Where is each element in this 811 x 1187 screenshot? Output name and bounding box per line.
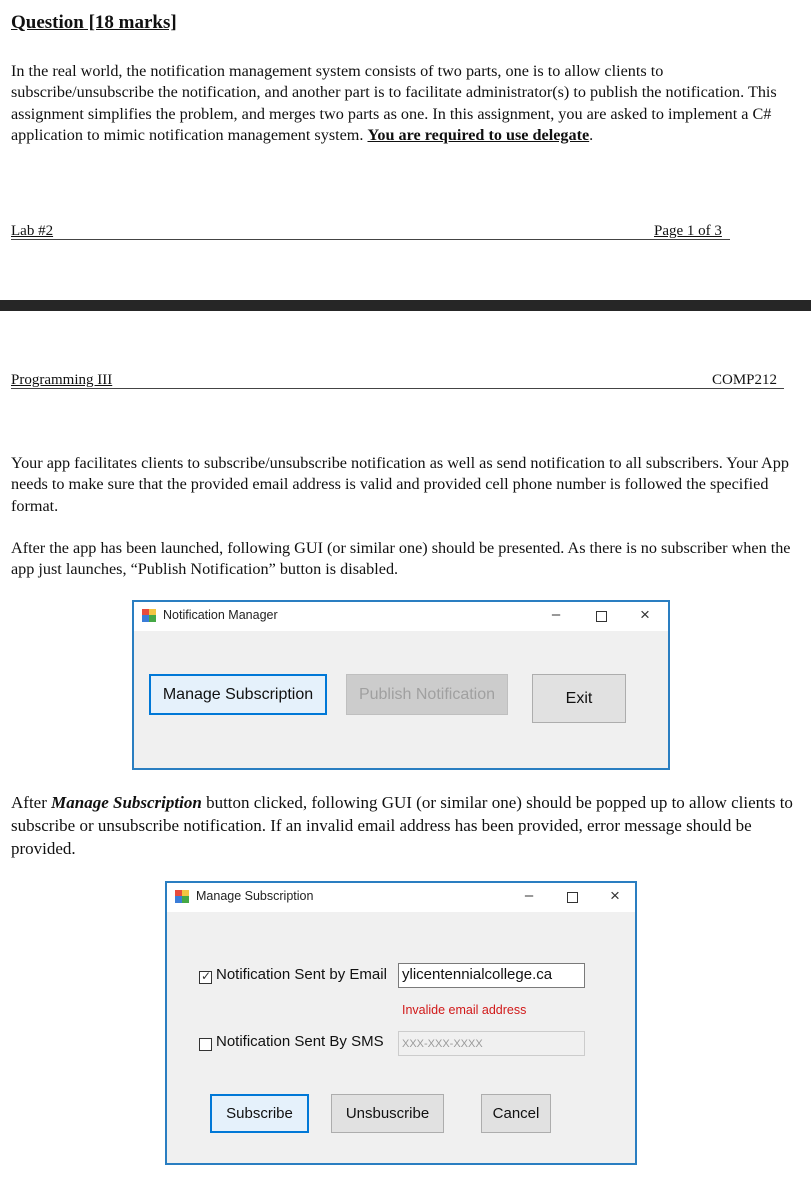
footer-lab-label: Lab #2 bbox=[11, 223, 54, 239]
para-after-prefix: After bbox=[11, 793, 52, 812]
manage-subscription-paragraph bbox=[11, 791, 801, 861]
intro-end: . bbox=[589, 125, 594, 144]
manage-subscription-window bbox=[165, 881, 637, 1165]
minimize-icon[interactable]: – bbox=[551, 606, 561, 623]
maximize-icon[interactable] bbox=[590, 605, 612, 625]
title-bar bbox=[167, 883, 635, 912]
header-course-name: Programming III bbox=[11, 372, 113, 388]
maximize-icon[interactable] bbox=[561, 886, 583, 906]
title-bar bbox=[134, 602, 668, 631]
subscribe-button[interactable]: Subscribe bbox=[210, 1094, 309, 1133]
app-window-icon bbox=[142, 609, 156, 622]
close-icon[interactable]: × bbox=[640, 605, 650, 624]
minimize-icon[interactable]: – bbox=[524, 887, 534, 904]
email-checkbox-label: Notification Sent by Email bbox=[216, 966, 387, 983]
unsubscribe-button[interactable]: Unsbuscribe bbox=[331, 1094, 444, 1133]
window-title: Notification Manager bbox=[163, 608, 278, 622]
header-course-code: COMP212 bbox=[712, 372, 778, 388]
manage-subscription-button[interactable]: Manage Subscription bbox=[149, 674, 327, 715]
sms-checkbox-label: Notification Sent By SMS bbox=[216, 1033, 384, 1050]
email-error-message: Invalide email address bbox=[402, 1003, 527, 1017]
exit-button[interactable]: Exit bbox=[532, 674, 626, 723]
email-input[interactable]: ylicentennialcollege.ca bbox=[398, 963, 585, 988]
launch-paragraph: After the app has been launched, following GUI (or similar one) should be presented. As there is no subscriber when the app just launches, “Publish Notification” button is disabled. bbox=[11, 539, 791, 579]
app-description-paragraph: Your app facilitates clients to subscribe/unsubscribe notification as well as send notification to all subscribers. Your App needs to make sure that the provided email address is valid and provided cell phone number is followed the specified format. bbox=[11, 454, 789, 515]
app-window-icon bbox=[175, 890, 189, 903]
close-icon[interactable]: × bbox=[610, 886, 620, 905]
header-rule bbox=[11, 388, 784, 389]
email-checkbox[interactable] bbox=[199, 971, 212, 984]
para-after-emphasis: Manage Subscription bbox=[51, 793, 202, 812]
sms-phone-input[interactable]: XXX-XXX-XXXX bbox=[398, 1031, 585, 1056]
intro-text: In the real world, the notification management system consists of two parts, one is to allow clients to subscribe/unsubscribe the notification, and another part is to facilitate administrator(s) to publish the notification. This assignment simplifies the problem, and merges two parts as one. In this assignment, you are asked to implement a C# application to mimic notification management system. bbox=[11, 62, 777, 144]
page-break bbox=[0, 300, 811, 311]
footer-rule bbox=[11, 239, 730, 240]
para-after-suffix: button clicked, following GUI (or similar one) should be popped up to allow clients to subscribe or unsubscribe notification. If an invalid email address has been provided, error message should be provided. bbox=[11, 793, 793, 859]
intro-paragraph bbox=[11, 61, 781, 146]
sms-checkbox[interactable] bbox=[199, 1038, 212, 1051]
publish-notification-button[interactable]: Publish Notification bbox=[346, 674, 508, 715]
intro-emphasis: You are required to use delegate bbox=[367, 125, 590, 144]
checkmark-icon: ✓ bbox=[201, 969, 212, 983]
notification-manager-window bbox=[132, 600, 670, 770]
window-title: Manage Subscription bbox=[196, 889, 314, 903]
question-title: Question [18 marks] bbox=[11, 12, 177, 33]
footer-page-number: Page 1 of 3 bbox=[654, 223, 722, 239]
cancel-button[interactable]: Cancel bbox=[481, 1094, 551, 1133]
